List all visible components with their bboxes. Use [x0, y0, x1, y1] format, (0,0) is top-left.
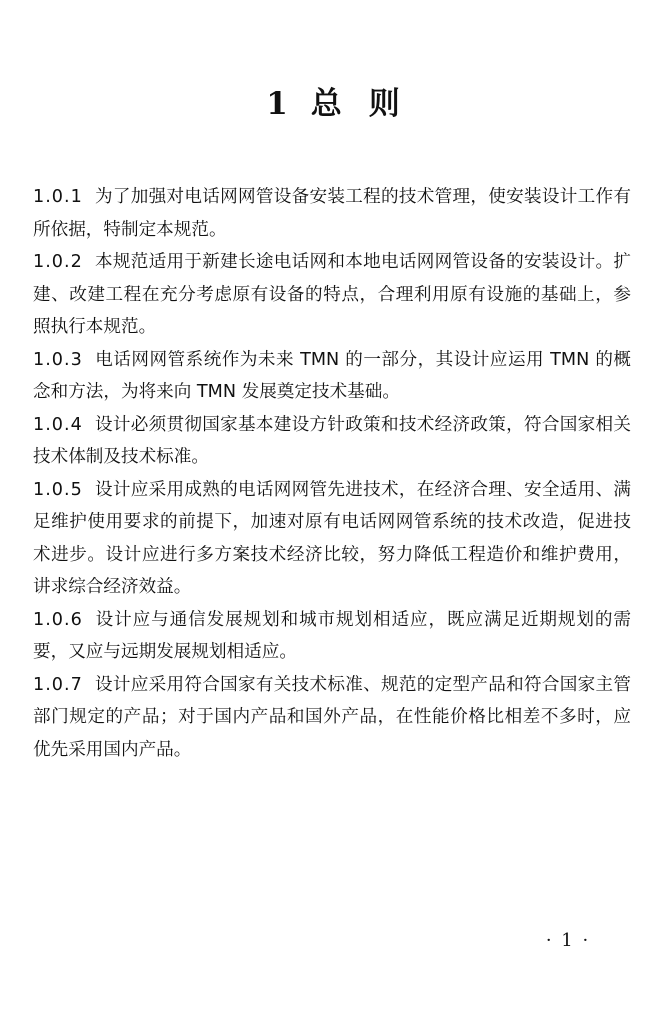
clause-text: 设计必须贯彻国家基本建设方针政策和技术经济政策，符合国家相关技术体制及技术标准。: [33, 414, 631, 467]
chapter-title: [0, 78, 667, 123]
clause-1-0-5: [33, 474, 631, 604]
clause-text: 设计应采用符合国家有关技术标准、规范的定型产品和符合国家主管部门规定的产品；对于国内产品和国外产品，在性能价格比相差不多时，应优先采用国内产品。: [33, 674, 631, 760]
chapter-number: 1: [266, 86, 289, 122]
clause-1-0-1: [33, 181, 631, 246]
clause-number: 1.0.7: [33, 674, 83, 695]
clause-1-0-6: [33, 604, 631, 669]
clause-number: 1.0.5: [33, 479, 83, 500]
clause-text: 设计应采用成熟的电话网网管先进技术，在经济合理、安全适用、满足维护使用要求的前提下，加速对原有电话网网管系统的技术改造，促进技术进步。设计应进行多方案技术经济比较，努力降低工程造价和维护费用，讲求综合经济效益。: [33, 479, 631, 597]
clause-number: 1.0.4: [33, 414, 83, 435]
clause-text: 本规范适用于新建长途电话网和本地电话网网管设备的安装设计。扩建、改建工程在充分考虑原有设备的特点，合理利用原有设施的基础上，参照执行本规范。: [33, 252, 631, 337]
clause-text: 为了加强对电话网网管设备安装工程的技术管理，使安装设计工作有所依据，特制定本规范。: [33, 187, 631, 240]
clause-1-0-2: [33, 246, 631, 344]
clause-text: 设计应与通信发展规划和城市规划相适应，既应满足近期规划的需要，又应与远期发展规划相适应。: [33, 609, 631, 662]
chapter-title-part2: 则: [368, 86, 401, 122]
clause-list: [33, 181, 631, 766]
clause-number: 1.0.3: [33, 349, 83, 370]
clause-number: 1.0.1: [33, 187, 83, 207]
clause-number: 1.0.2: [33, 252, 83, 272]
page-number: · 1 ·: [545, 930, 591, 951]
chapter-title-part1: 总: [310, 86, 343, 122]
clause-1-0-3: [33, 344, 631, 409]
clause-1-0-7: [33, 669, 631, 767]
clause-1-0-4: [33, 409, 631, 474]
clause-text: 电话网网管系统作为未来 TMN 的一部分，其设计应运用 TMN 的概念和方法，为将来向 TMN 发展奠定技术基础。: [33, 349, 631, 402]
clause-number: 1.0.6: [33, 609, 83, 630]
